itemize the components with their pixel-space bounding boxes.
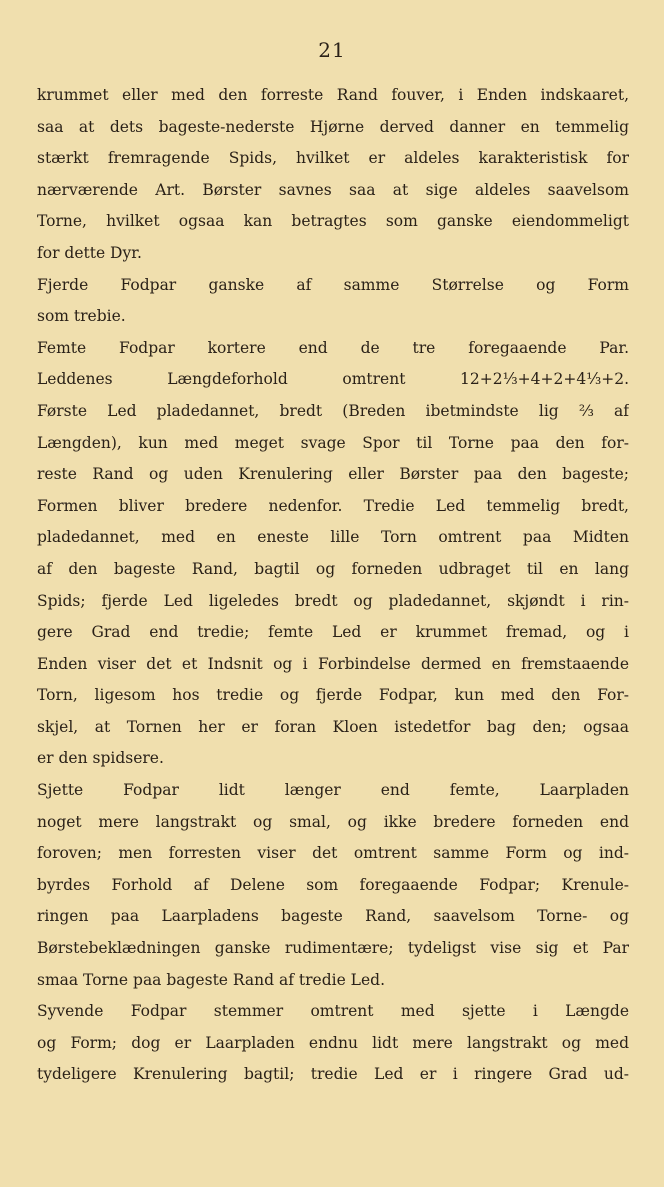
- text-line: noget mere langstrakt og smal, og ikke bredere forneden end: [37, 812, 629, 831]
- text-line: Spids; fjerde Led ligeledes bredt og pladedannet, skjøndt i rin-: [37, 591, 629, 610]
- text-line: Længden), kun med meget svage Spor til Torne paa den for-: [37, 433, 629, 452]
- text-line: saa at dets bageste-nederste Hjørne derved danner en temmelig: [37, 117, 629, 136]
- text-line: Første Led pladedannet, bredt (Breden ibetmindste lig ⅔ af: [37, 401, 629, 420]
- text-line: Syvende Fodpar stemmer omtrent med sjette i Længde: [37, 1002, 629, 1021]
- text-line: og Form; dog er Laarpladen endnu lidt mere langstrakt og med: [37, 1033, 629, 1052]
- body-text: [37, 80, 629, 1091]
- text-line: reste Rand og uden Krenulering eller Børster paa den bageste;: [37, 465, 629, 484]
- text-line: Torne, hvilket ogsaa kan betragtes som ganske eiendommeligt: [37, 212, 629, 231]
- text-line: Enden viser det et Indsnit og i Forbindelse dermed en fremstaaende: [37, 654, 629, 673]
- text-line: Leddenes Længdeforhold omtrent 12+2⅓+4+2+4⅓+2.: [37, 370, 629, 389]
- text-line: foroven; men forresten viser det omtrent samme Form og ind-: [37, 844, 629, 863]
- text-line: Fjerde Fodpar ganske af samme Størrelse og Form: [37, 275, 629, 294]
- text-line: stærkt fremragende Spids, hvilket er aldeles karakteristisk for: [37, 149, 629, 168]
- text-line: ringen paa Laarpladens bageste Rand, saavelsom Torne- og: [37, 907, 629, 926]
- text-line: af den bageste Rand, bagtil og forneden udbraget til en lang: [37, 559, 629, 578]
- text-line: pladedannet, med en eneste lille Torn omtrent paa Midten: [37, 528, 629, 547]
- text-line: krummet eller med den forreste Rand fouver, i Enden indskaaret,: [37, 86, 629, 104]
- text-line: smaa Torne paa bageste Rand af tredie Led.: [37, 970, 386, 989]
- text-line: skjel, at Tornen her er foran Kloen istedetfor bag den; ogsaa: [37, 717, 629, 736]
- text-line: som trebie.: [37, 307, 126, 326]
- text-line: gere Grad end tredie; femte Led er krummet fremad, og i: [37, 623, 629, 642]
- text-line: Femte Fodpar kortere end de tre foregaaende Par.: [37, 338, 629, 357]
- text-line: Sjette Fodpar lidt længer end femte, Laarpladen: [37, 781, 629, 800]
- text-line: nærværende Art. Børster savnes saa at sige aldeles saavelsom: [37, 180, 629, 199]
- text-line: for dette Dyr.: [37, 243, 142, 262]
- page-number: 21: [318, 38, 346, 62]
- text-line: Formen bliver bredere nedenfor. Tredie Led temmelig bredt,: [37, 496, 629, 515]
- text-line: er den spidsere.: [37, 749, 164, 768]
- text-line: Børstebeklædningen ganske rudimentære; tydeligst vise sig et Par: [37, 939, 629, 958]
- text-line: Torn, ligesom hos tredie og fjerde Fodpar, kun med den For-: [37, 686, 629, 705]
- text-line: byrdes Forhold af Delene som foregaaende Fodpar; Krenule-: [37, 875, 629, 894]
- text-line: tydeligere Krenulering bagtil; tredie Led er i ringere Grad ud-: [37, 1065, 629, 1084]
